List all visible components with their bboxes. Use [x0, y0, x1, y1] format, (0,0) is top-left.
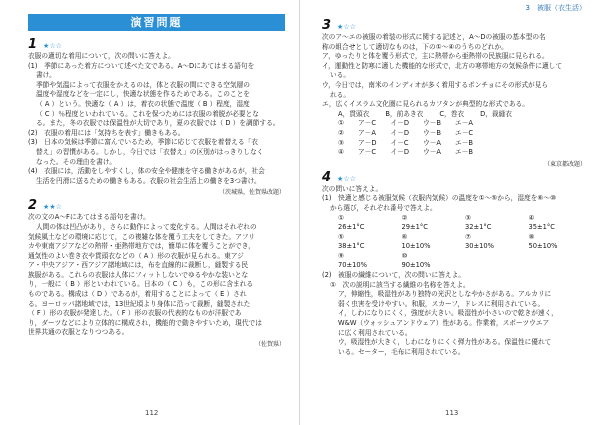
difficulty-stars: ★☆☆: [337, 23, 356, 31]
climate-option: ③ 32±1°C: [465, 213, 492, 232]
q1-line: （ C ）％程度といわれている。これを保つためには衣服の着脱が必要とな: [36, 109, 259, 118]
option-cell: ウ－B: [423, 119, 442, 128]
option-number: ③: [338, 138, 344, 147]
option-cell: エ－B: [455, 148, 473, 157]
q3-line: ア，ゆったりと体を覆う形式で，主に熱帯から亜熱帯の民族服に見られる。: [322, 52, 549, 61]
q2-line: 通気性のよい巻き衣や貫頭衣などの（ A ）形の衣服が見られる。東アジ: [28, 251, 244, 260]
q1-line: 季節や気温によって衣服をかえるのは，体と衣服の間にできる空気層の: [36, 80, 250, 89]
climate-option: ② 29±1°C: [401, 213, 428, 232]
q3-line: いる。: [330, 71, 351, 80]
q4-line: に広く利用されている。: [338, 328, 412, 337]
q1-line: (1) 季節にあった着方について述べた文である。A～Dにあてはまる語句を: [28, 61, 255, 70]
q4-line: (2) 被服の繊維について，次の問いに答えよ。: [322, 271, 465, 280]
q4-intro: 次の問いに答えよ。: [322, 184, 383, 193]
q1-line: 生活を円滑に送るための働きもある。衣服の社会生活上の働きを3つ書け。: [36, 176, 261, 185]
q1-line: (4) 衣服には，活動をしやすくし，体の安全や健康を守る働きがあるが，社会: [28, 167, 265, 176]
q1-line: なった。その理由を書け。: [36, 157, 116, 166]
option-cell: イ－C: [390, 138, 409, 147]
difficulty-stars: ★★☆: [43, 203, 62, 212]
q2-line: カや東南アジアなどの熱帯・亜熱帯地方では，簡単に体を覆うことができ，: [28, 242, 255, 251]
type-item: B，前あき衣: [385, 109, 424, 118]
question-2-header: [28, 198, 285, 213]
option-cell: イ－D: [390, 148, 410, 157]
q1-line: 書け。: [36, 71, 56, 80]
question-number: 2: [28, 198, 38, 214]
option-cell: エ－B: [455, 138, 473, 147]
climate-option: ⑩ 90±10%: [401, 251, 431, 270]
q2-line: ア・中央アジア・西アジア諸地域には，布を直線的に裁断し，縫製する民: [28, 261, 249, 270]
answer-options: [322, 119, 586, 157]
option-cell: エ－C: [455, 128, 474, 137]
q1-line: る。また，冬の衣服では保温性が大切であり，夏の衣服では（ D ）を調節する。: [36, 119, 280, 128]
option-cell: ウ－A: [423, 148, 442, 157]
q1-line: 温度や湿度などを一定にし，快適な状態を作るためである。このことを: [36, 90, 250, 99]
q3-line: れる。: [330, 90, 351, 99]
option-cell: ウ－A: [423, 138, 442, 147]
question-1-header: [28, 37, 285, 52]
q1-line: (3) 日本の気候は季節に富んでいるため，季節に応じて衣服を着替える「衣: [28, 138, 258, 147]
source-note: （東京都改題）: [543, 160, 586, 168]
option-cell: エ－A: [455, 119, 473, 128]
q4-line: ア，伸縮性，吸湿性があり独特の光沢としなやかさがある。アルカリに: [338, 290, 552, 299]
q2-line: り，ダーツなどにより立体的に構成され，機能的で動きやすいため，現代では: [28, 318, 262, 327]
q2-line: （ F ）形の衣服が発達した。（ F ）形の衣服の代表的なものが洋服であ: [28, 309, 242, 318]
clothing-types: [322, 110, 586, 120]
climate-option: ⑥ 10±10%: [401, 232, 431, 251]
q2-line: 次の文のA～Fにあてはまる語句を書け。: [28, 213, 150, 222]
type-item: A，貫頭衣: [338, 109, 370, 118]
question-3-header: [322, 18, 586, 33]
option-cell: ア－C: [358, 119, 377, 128]
q1-line: 衣服の適切な着用について，次の問いに答えよ。: [28, 52, 175, 60]
q3-line: 称の組合せとして適切なものは，下の①～④のうちのどれか。: [322, 42, 508, 51]
q1-line: (2) 衣服の着用には「気持ちを表す」働きもある。: [28, 128, 185, 137]
climate-option: ⑨ 70±10%: [338, 251, 367, 270]
q4-line: W&W（ウォッシュアンドウェア）性がある。作業着，スポーツウエア: [338, 319, 550, 328]
option-cell: ア－A: [358, 128, 376, 137]
q3-line: ウ，今日では，南米のインディオが多く着用するポンチョにその形式が見ら: [322, 80, 549, 89]
question-number: 3: [322, 18, 332, 33]
option-number: ①: [338, 119, 344, 128]
q2-line: 族服がある。これらの衣服は人体にフィットしないでゆるやかな装いとな: [28, 270, 249, 279]
climate-option: ⑦ 30±10%: [465, 232, 494, 251]
difficulty-stars: ★☆☆: [337, 174, 356, 183]
q3-line: 次のア～エの被服の着装の形式に関する記述と，A～Dの被服の基本型の名: [322, 33, 546, 41]
section-banner: 演習問題: [28, 14, 285, 31]
question-4-header: [322, 170, 586, 185]
right-page: [300, 0, 600, 425]
q1-line: （ A ）という。快適な（ A ）は，着衣の状態で温度（ B ）程度，湿度: [36, 99, 250, 108]
source-note: （茨城県，佐賀県改題）: [218, 189, 285, 197]
option-cell: ウ－B: [423, 128, 442, 137]
source-note: （佐賀県）: [254, 341, 285, 349]
option-cell: ア－D: [358, 138, 377, 147]
climate-option: ⑧ 50±10%: [528, 232, 558, 251]
option-number: ④: [338, 148, 344, 157]
question-number: 4: [322, 169, 332, 185]
type-item: C，巻衣: [439, 109, 465, 118]
q4-line: (1) 快適と感じる被服気候（衣服内気候）の温度を①～⑤から，湿度を⑥～⑩: [322, 194, 557, 203]
climate-option: ④ 35±1°C: [528, 213, 555, 232]
q4-line: ① 次の説明に該当する繊維の名称を答えよ。: [330, 280, 470, 289]
q2-line: 人間の体は凹凸があり，さらに動作によって変化する。人間はそれぞれの: [36, 222, 257, 231]
q2-line: 世界共通の衣服となりつつある。: [28, 328, 129, 337]
q3-line: イ，運動性と防寒に適した機能的な形式で，北方の寒帯地方の気候条件に適して: [322, 61, 563, 70]
climate-option: ⑤ 38±1°C: [338, 232, 365, 251]
q3-line: エ，広くイスラム文化圏に見られるカフタンが典型的な形式である。: [322, 100, 529, 109]
page-number: 113: [445, 409, 459, 417]
q4-line: ウ，吸湿性が大きく，しわになりにくく弾力性がある。保温性に優れて: [338, 338, 552, 347]
running-header: 3 被服（衣生活）: [525, 4, 586, 12]
option-number: ②: [338, 128, 344, 137]
option-cell: イ－D: [390, 128, 410, 137]
climate-options: [322, 214, 586, 272]
option-cell: イ－D: [390, 119, 410, 128]
q2-line: る。ヨーロッパ諸地域では，13世紀頃より身体に沿って裁断，縫製された: [28, 299, 251, 308]
question-number: 1: [28, 37, 38, 52]
q1-line: 替え」の習慣がある。しかし，今日では「衣替え」の区別がはっきりしなく: [36, 147, 264, 156]
page-number: 112: [145, 409, 159, 417]
q4-line: イ，しわになりにくく，強度が大きい。吸湿性が小さいので乾きが速く，: [338, 309, 558, 318]
q2-line: ものである。構成は（ D ）であるが，着用することによって（ E ）され: [28, 290, 247, 299]
q4-line: いる。セーター，毛布に利用されている。: [338, 347, 465, 356]
climate-option: ① 26±1°C: [338, 213, 365, 232]
difficulty-stars: ★☆☆: [43, 42, 62, 50]
q4-line: から選び，それぞれ番号で答えよ。: [330, 203, 437, 212]
q2-line: り，一般に（ B ）形といわれている。日本の（ C ）も，この形に含まれる: [28, 280, 254, 289]
option-cell: ア－C: [358, 148, 377, 157]
q2-line: 気候風土などの環境に応じて，この複雑な体を覆う工夫をしてきた。アフリ: [28, 232, 255, 241]
type-item: D，裁縫衣: [480, 109, 512, 118]
q4-line: 弱く虫害を受けやすい。和服，スカーフ，ドレスに利用されている。: [338, 299, 545, 308]
